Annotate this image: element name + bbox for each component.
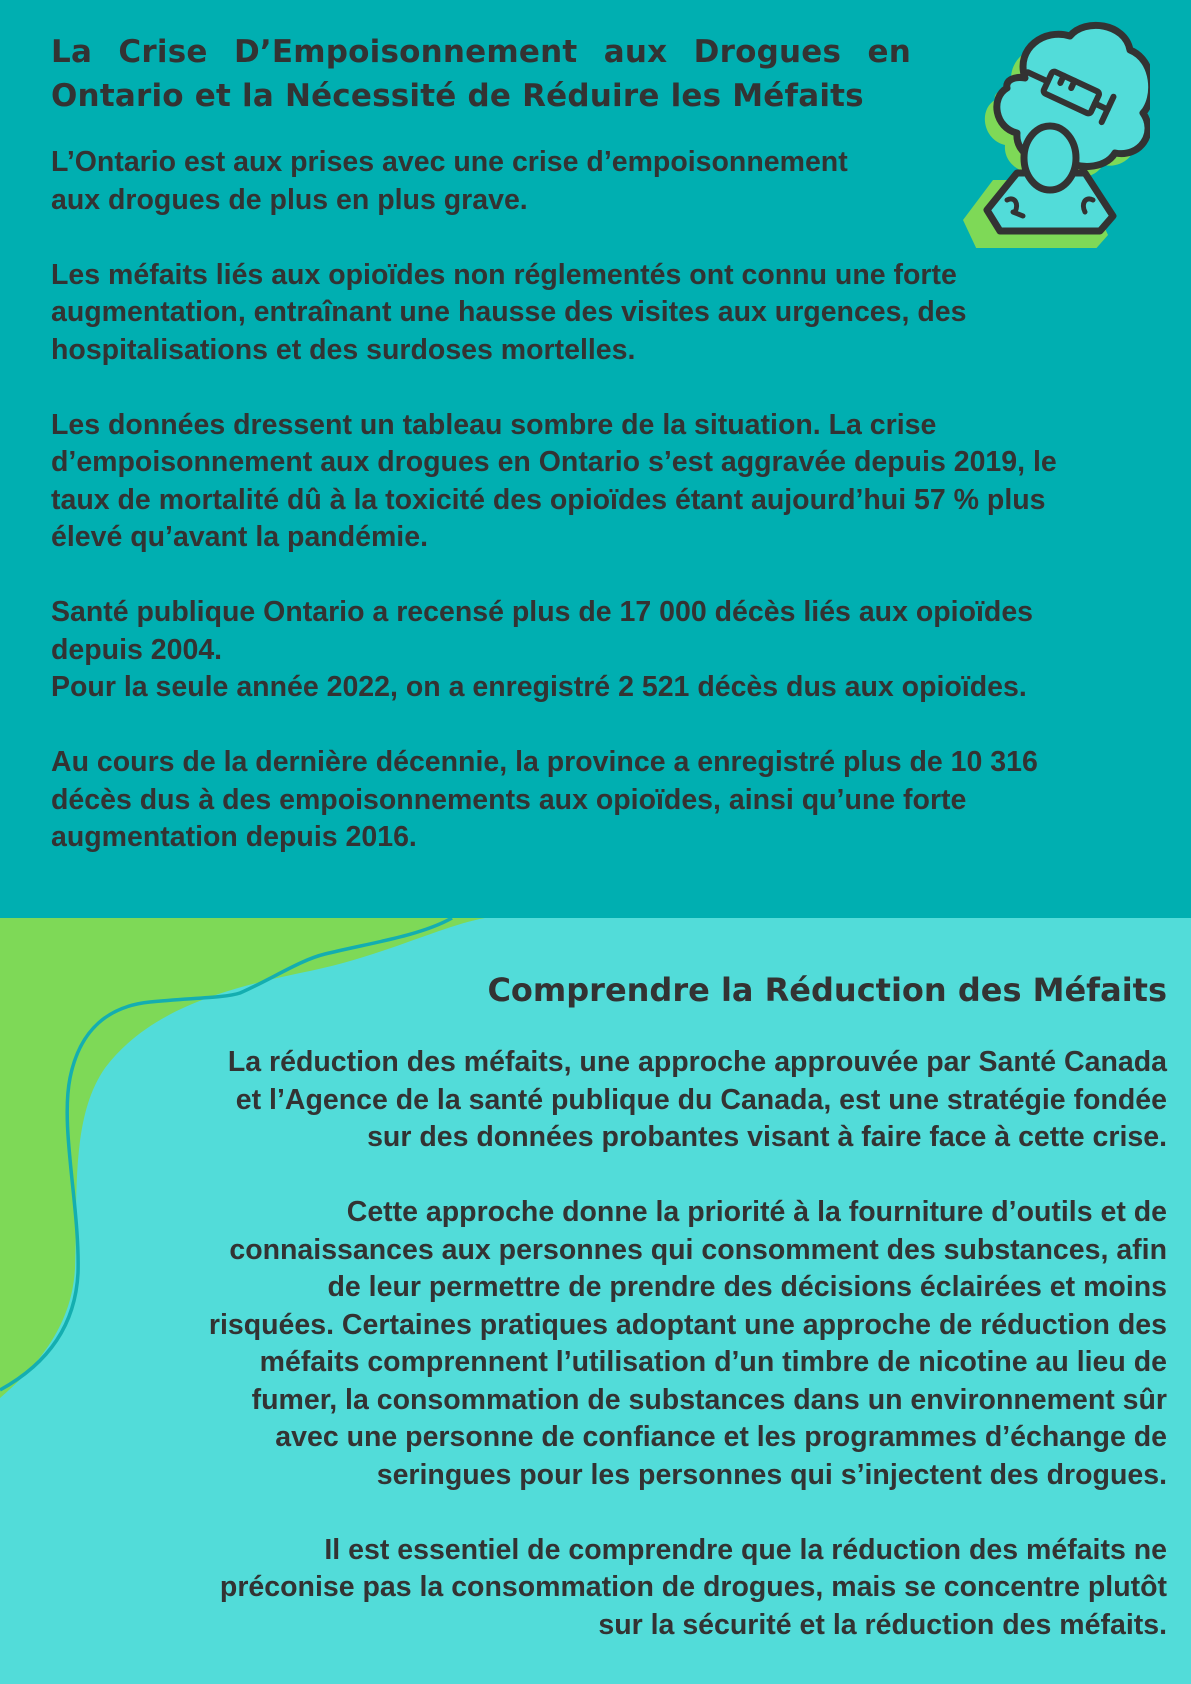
paragraph: Au cours de la dernière décennie, la province a enregistré plus de 10 316 décès dus à des empoisonnements aux opioïdes, ainsi qu’une forte augmentation depuis 2016. <box>51 746 1038 853</box>
paragraph: Les données dressent un tableau sombre de la situation. La crise d’empoisonnement aux drogues en Ontario s’est aggravée depuis 2019, le taux de mortalité dû à la toxicité des opioïdes étant aujourd’hui 57 % plus élevé qu’avant la pandémie. <box>51 408 1057 553</box>
paragraph: Il est essentiel de comprendre que la réduction des méfaits ne préconise pas la consommation de drogues, mais se concentre plutôt sur la sécurité et la réduction des méfaits. <box>219 1533 1167 1641</box>
bottom-body-text <box>107 1044 1167 1682</box>
paragraph: L’Ontario est aux prises avec une crise d’empoisonnement aux drogues de plus en plus grave. <box>51 146 848 216</box>
paragraph: Cette approche donne la priorité à la fourniture d’outils et de connaissances aux personnes qui consomment des substances, afin de leur permettre de prendre des décisions éclairées et moins risquées. Certaines pratiques adoptant une approche de réduction des méfaits comprennent l’utilisation d’un timbre de nicotine au lieu de fumer, la consommation de substances dans un environnement sûr avec une personne de confiance et les programmes d’échange de seringues pour les personnes qui s’injectent des drogues. <box>208 1196 1167 1491</box>
page-title: La Crise D’Empoisonnement aux Drogues en Ontario et la Nécessité de Réduire les Méfaits <box>51 34 911 114</box>
paragraph: La réduction des méfaits, une approche approuvée par Santé Canada et l’Agence de la santé publique du Canada, est une stratégie fondée sur des données probantes visant à faire face à cette crise. <box>227 1046 1167 1153</box>
paragraph: Les méfaits liés aux opioïdes non réglementés ont connu une forte augmentation, entraînant une hausse des visites aux urgences, des hospitalisations et des surdoses mortelles. <box>51 258 967 366</box>
top-body-text <box>51 144 1151 894</box>
section-title: Comprendre la Réduction des Méfaits <box>487 971 1167 1009</box>
paragraph: Santé publique Ontario a recensé plus de 17 000 décès liés aux opioïdes depuis 2004. Pour la seule année 2022, on a enregistré 2 521 décès dus aux opioïdes. <box>51 596 1034 703</box>
